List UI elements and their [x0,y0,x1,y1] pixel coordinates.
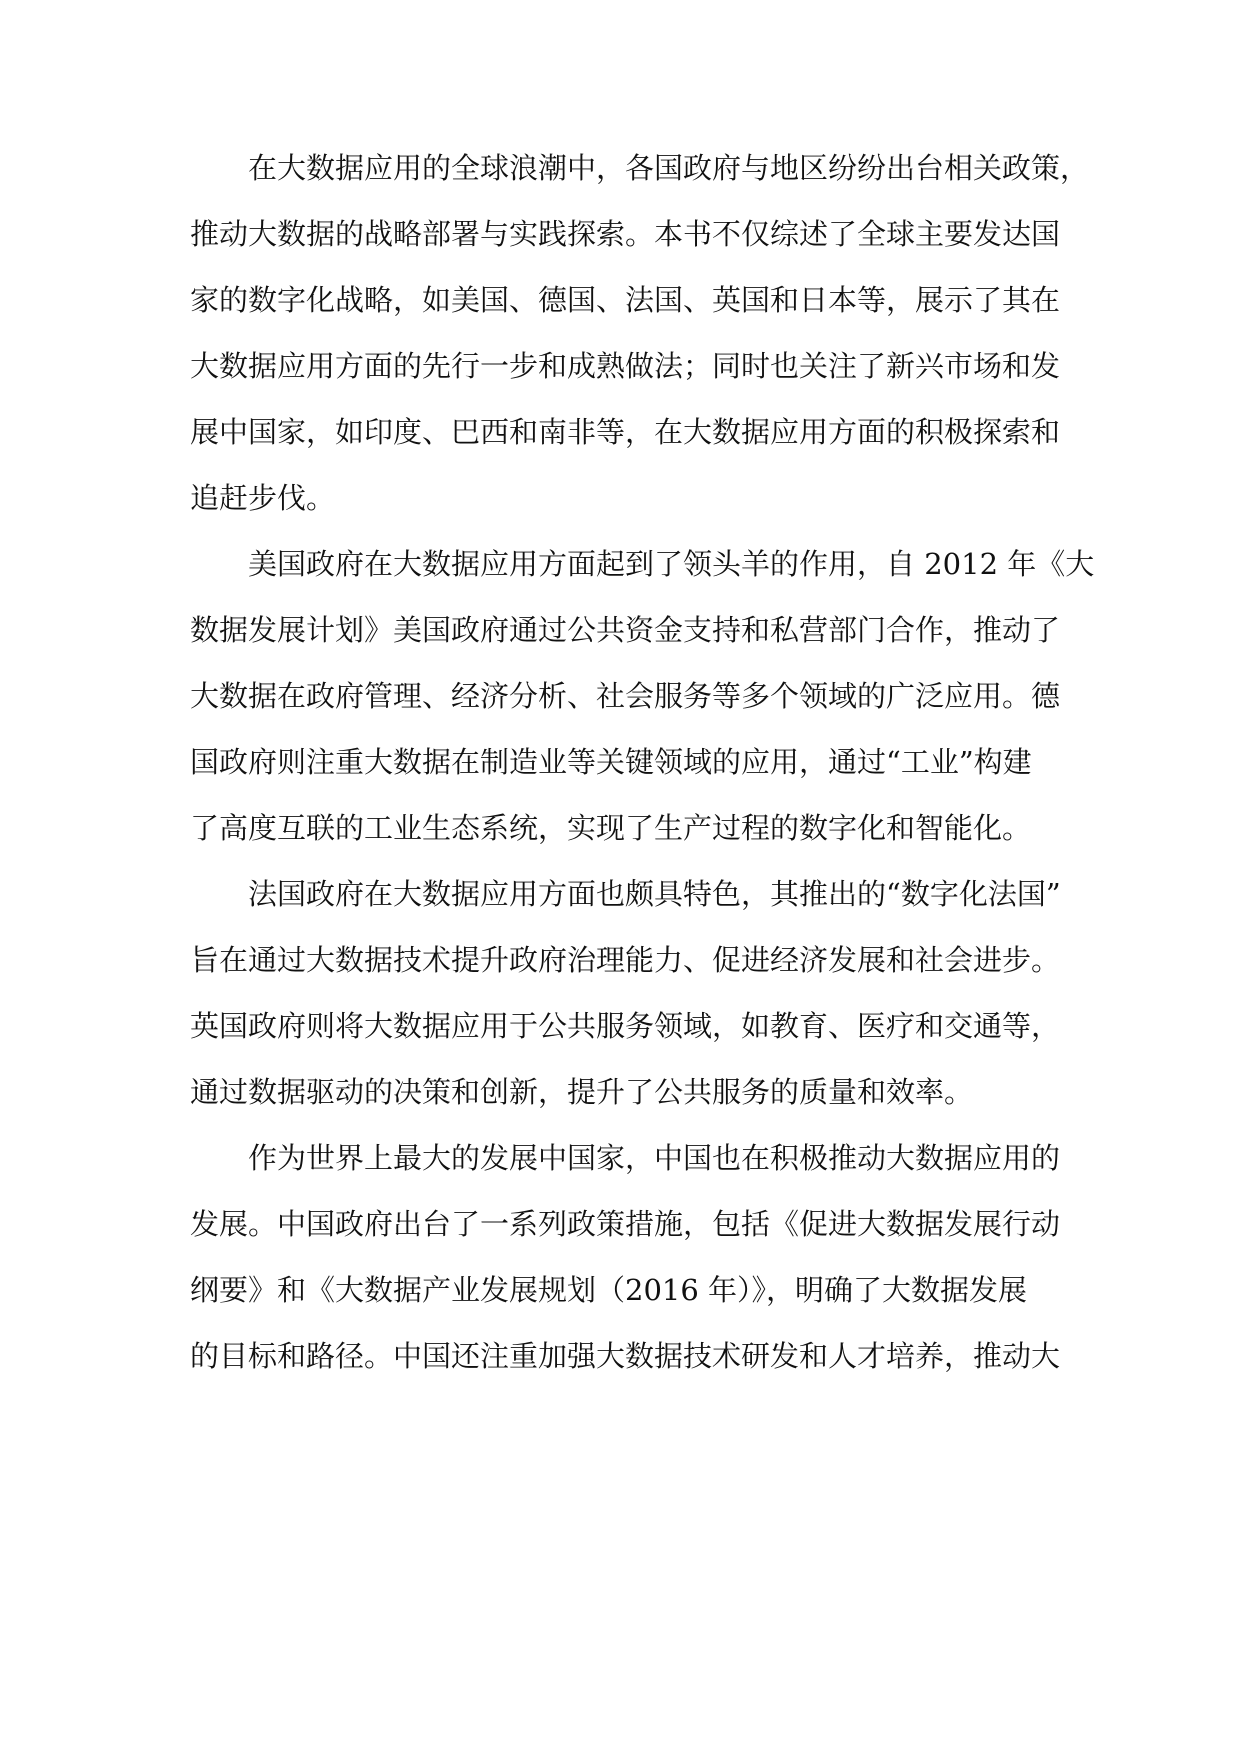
text-line: 大数据在政府管理、经济分析、社会服务等多个领域的广泛应用。德 [190,679,1061,713]
text-line: 旨在通过大数据技术提升政府治理能力、促进经济发展和社会进步。 [190,943,1061,977]
text-line: 通过数据驱动的决策和创新，提升了公共服务的质量和效率。 [190,1075,974,1109]
text-line: 推动大数据的战略部署与实践探索。本书不仅综述了全球主要发达国 [190,217,1061,251]
text-line: 英国政府则将大数据应用于公共服务领域，如教育、医疗和交通等， [190,1009,1061,1043]
text-line: 的目标和路径。中国还注重加强大数据技术研发和人才培养，推动大 [190,1339,1061,1373]
text-line: 国政府则注重大数据在制造业等关键领域的应用，通过“工业”构建 [190,745,1032,779]
text-line: 家的数字化战略，如美国、德国、法国、英国和日本等，展示了其在 [190,283,1061,317]
text-line: 发展。中国政府出台了一系列政策措施，包括《促进大数据发展行动 [190,1207,1061,1241]
text-line: 作为世界上最大的发展中国家，中国也在积极推动大数据应用的 [248,1141,1061,1175]
body-text [190,135,1095,1389]
text-line: 追赶步伐。 [190,481,336,515]
text-line: 法国政府在大数据应用方面也颇具特色，其推出的“数字化法国” [248,877,1061,911]
text-line: 纲要》和《大数据产业发展规划（2016 年）》，明确了大数据发展 [190,1273,1028,1307]
text-line: 在大数据应用的全球浪潮中，各国政府与地区纷纷出台相关政策， [248,151,1090,185]
text-line: 展中国家，如印度、巴西和南非等，在大数据应用方面的积极探索和 [190,415,1061,449]
text-line: 大数据应用方面的先行一步和成熟做法；同时也关注了新兴市场和发 [190,349,1061,383]
text-line: 美国政府在大数据应用方面起到了领头羊的作用，自 2012 年《大 [248,547,1095,581]
text-line: 了高度互联的工业生态系统，实现了生产过程的数字化和智能化。 [190,811,1032,845]
text-line: 数据发展计划》美国政府通过公共资金支持和私营部门合作，推动了 [190,613,1061,647]
